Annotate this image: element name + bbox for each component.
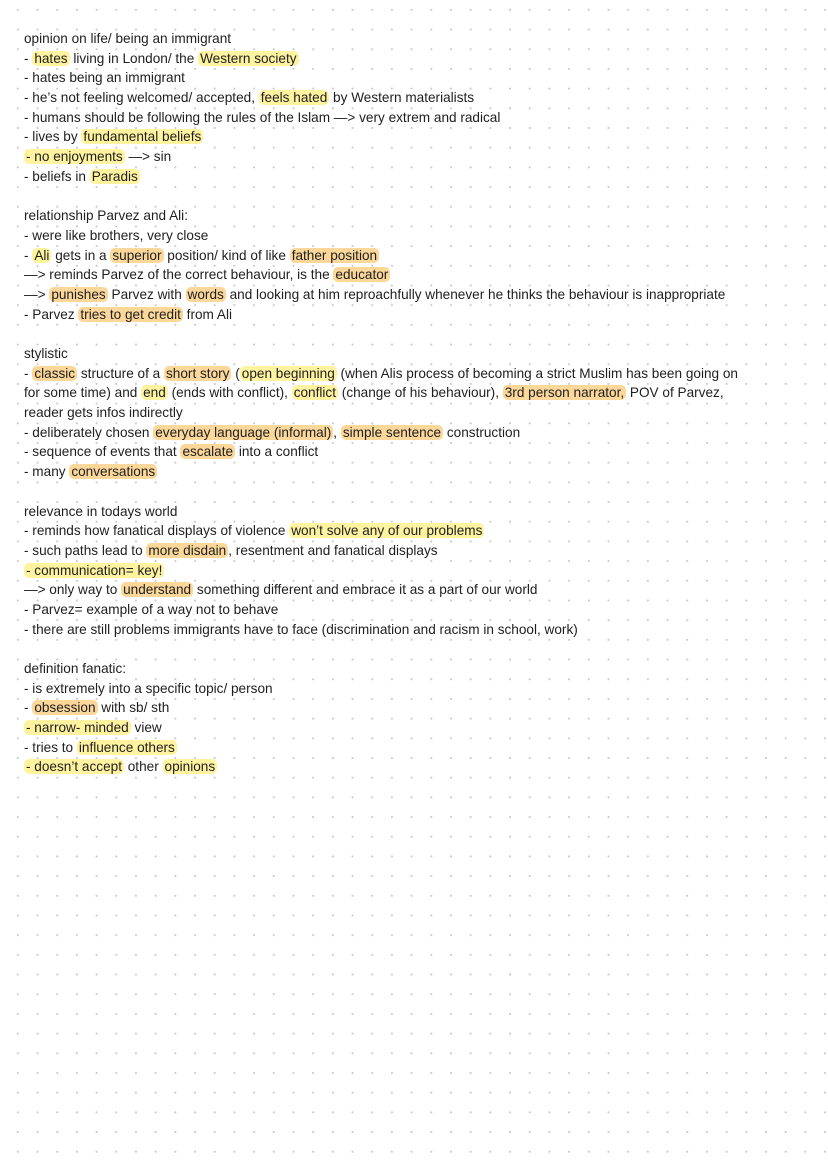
- note-line: [24, 383, 804, 403]
- highlighted-text: - communication= key!: [26, 562, 163, 578]
- highlighted-text: superior: [112, 247, 162, 263]
- highlighted-text: - doesn’t accept: [26, 759, 122, 775]
- note-text: -: [24, 365, 33, 381]
- note-text: - hates being an immigrant: [24, 70, 185, 86]
- note-text: - Parvez= example of a way not to behave: [24, 601, 279, 617]
- notes-body: [24, 29, 804, 777]
- note-text: - is extremely into a specific topic/ person: [24, 680, 273, 696]
- highlighted-text: words: [187, 286, 224, 302]
- note-text: and looking at him reproachfully whenever he thinks the behaviour is inappropriate: [225, 286, 726, 302]
- note-text: - many: [24, 464, 70, 480]
- note-line: [24, 364, 804, 384]
- highlighted-text: hates: [34, 50, 68, 66]
- note-text: - sequence of events that: [24, 444, 181, 460]
- note-text: position/ kind of like: [163, 247, 290, 263]
- note-line: [24, 659, 804, 679]
- note-text: stylistic: [24, 346, 68, 361]
- highlighted-text: father position: [291, 247, 378, 263]
- highlighted-text: tries to get credit: [80, 306, 181, 322]
- note-text: structure of a: [77, 365, 164, 381]
- note-text: with sb/ sth: [97, 700, 170, 716]
- note-line: [24, 265, 804, 285]
- note-line: [24, 442, 804, 462]
- note-line: [24, 521, 804, 541]
- note-line: [24, 108, 804, 128]
- note-text: living in London/ the: [69, 50, 199, 66]
- highlighted-text: conversations: [71, 464, 156, 480]
- note-text: - tries to: [24, 739, 77, 755]
- note-line: [24, 541, 804, 561]
- highlighted-text: won’t solve any of our problems: [291, 523, 483, 539]
- highlighted-text: punishes: [51, 286, 106, 302]
- highlighted-text: short story: [166, 365, 230, 381]
- note-text: POV of Parvez,: [626, 385, 724, 401]
- note-line: [24, 600, 804, 620]
- note-line: [24, 167, 804, 187]
- highlighted-text: obsession: [34, 700, 96, 716]
- note-text: -: [24, 50, 33, 66]
- note-text: reader gets infos indirectly: [24, 405, 183, 421]
- note-text: construction: [443, 424, 521, 440]
- note-text: - such paths lead to: [24, 542, 147, 558]
- note-text: Parvez with: [107, 286, 186, 302]
- blank-line: [24, 639, 804, 659]
- note-text: relationship Parvez and Ali:: [24, 208, 188, 224]
- note-line: [24, 285, 804, 305]
- note-line: [24, 206, 804, 226]
- highlighted-text: everyday language (informal): [155, 424, 332, 440]
- note-text: for some time) and: [24, 385, 142, 401]
- note-text: gets in a: [51, 247, 111, 263]
- note-line: [24, 718, 804, 738]
- note-text: , resentment and fanatical displays: [228, 542, 438, 558]
- highlighted-text: end: [143, 385, 166, 401]
- note-text: —> reminds Parvez of the correct behaviour, is the: [24, 267, 334, 283]
- blank-line: [24, 187, 804, 207]
- highlighted-text: influence others: [78, 739, 175, 755]
- note-text: definition fanatic:: [24, 661, 127, 676]
- note-text: —> sin: [124, 149, 172, 165]
- note-text: - there are still problems immigrants have to face (discrimination and racism in school, work): [24, 621, 578, 637]
- highlighted-text: opinions: [164, 759, 216, 775]
- note-line: [24, 679, 804, 699]
- note-line: [24, 462, 804, 482]
- highlighted-text: - no enjoyments: [26, 149, 123, 165]
- note-line: [24, 147, 804, 167]
- note-line: [24, 305, 804, 325]
- highlighted-text: 3rd person narrator,: [504, 385, 625, 401]
- note-text: ,: [333, 424, 341, 440]
- note-line: [24, 226, 804, 246]
- highlighted-text: simple sentence: [342, 424, 442, 440]
- highlighted-text: Paradis: [91, 168, 138, 184]
- note-text: opinion on life/ being an immigrant: [24, 31, 232, 46]
- note-text: (: [231, 365, 240, 381]
- note-text: - he’s not feeling welcomed/ accepted,: [24, 90, 259, 106]
- note-text: into a conflict: [235, 444, 319, 460]
- note-text: - Parvez: [24, 306, 79, 322]
- note-line: [24, 344, 804, 364]
- note-text: - deliberately chosen: [24, 424, 154, 440]
- note-line: [24, 580, 804, 600]
- note-text: (ends with conflict),: [167, 385, 292, 401]
- note-text: - beliefs in: [24, 168, 90, 184]
- note-line: [24, 49, 804, 69]
- note-line: [24, 738, 804, 758]
- note-text: from Ali: [182, 306, 232, 322]
- highlighted-text: classic: [34, 365, 76, 381]
- highlighted-text: more disdain: [148, 542, 227, 558]
- note-text: relevance in todays world: [24, 503, 178, 519]
- note-text: -: [24, 700, 33, 716]
- note-text: something different and embrace it as a part of our world: [193, 582, 538, 598]
- note-text: - were like brothers, very close: [24, 227, 209, 243]
- highlighted-text: Western society: [200, 50, 297, 66]
- note-text: (change of his behaviour),: [338, 385, 503, 401]
- note-text: by Western materialists: [329, 90, 475, 106]
- note-line: [24, 88, 804, 108]
- blank-line: [24, 324, 804, 344]
- note-text: - humans should be following the rules of the Islam —> very extrem and radical: [24, 109, 501, 125]
- highlighted-text: Ali: [34, 247, 50, 263]
- highlighted-text: fundamental beliefs: [83, 129, 202, 145]
- highlighted-text: escalate: [182, 444, 234, 460]
- note-text: —> only way to: [24, 582, 122, 598]
- note-line: [24, 561, 804, 581]
- highlighted-text: feels hated: [260, 90, 328, 106]
- note-line: [24, 403, 804, 423]
- highlighted-text: understand: [123, 582, 192, 598]
- note-line: [24, 698, 804, 718]
- blank-line: [24, 482, 804, 502]
- highlighted-text: open beginning: [241, 365, 335, 381]
- note-line: [24, 620, 804, 640]
- note-text: - lives by: [24, 129, 82, 145]
- note-line: [24, 502, 804, 522]
- note-text: -: [24, 247, 33, 263]
- note-line: [24, 246, 804, 266]
- note-text: view: [130, 720, 162, 736]
- highlighted-text: conflict: [293, 385, 337, 401]
- highlighted-text: educator: [335, 267, 389, 283]
- note-line: [24, 757, 804, 777]
- note-line: [24, 29, 804, 49]
- note-text: (when Alis process of becoming a strict Muslim has been going on: [336, 365, 738, 381]
- note-line: [24, 423, 804, 443]
- note-line: [24, 127, 804, 147]
- note-text: - reminds how fanatical displays of violence: [24, 523, 290, 539]
- note-text: —>: [24, 286, 50, 302]
- note-text: other: [123, 759, 163, 775]
- highlighted-text: - narrow- minded: [26, 720, 129, 736]
- note-line: [24, 68, 804, 88]
